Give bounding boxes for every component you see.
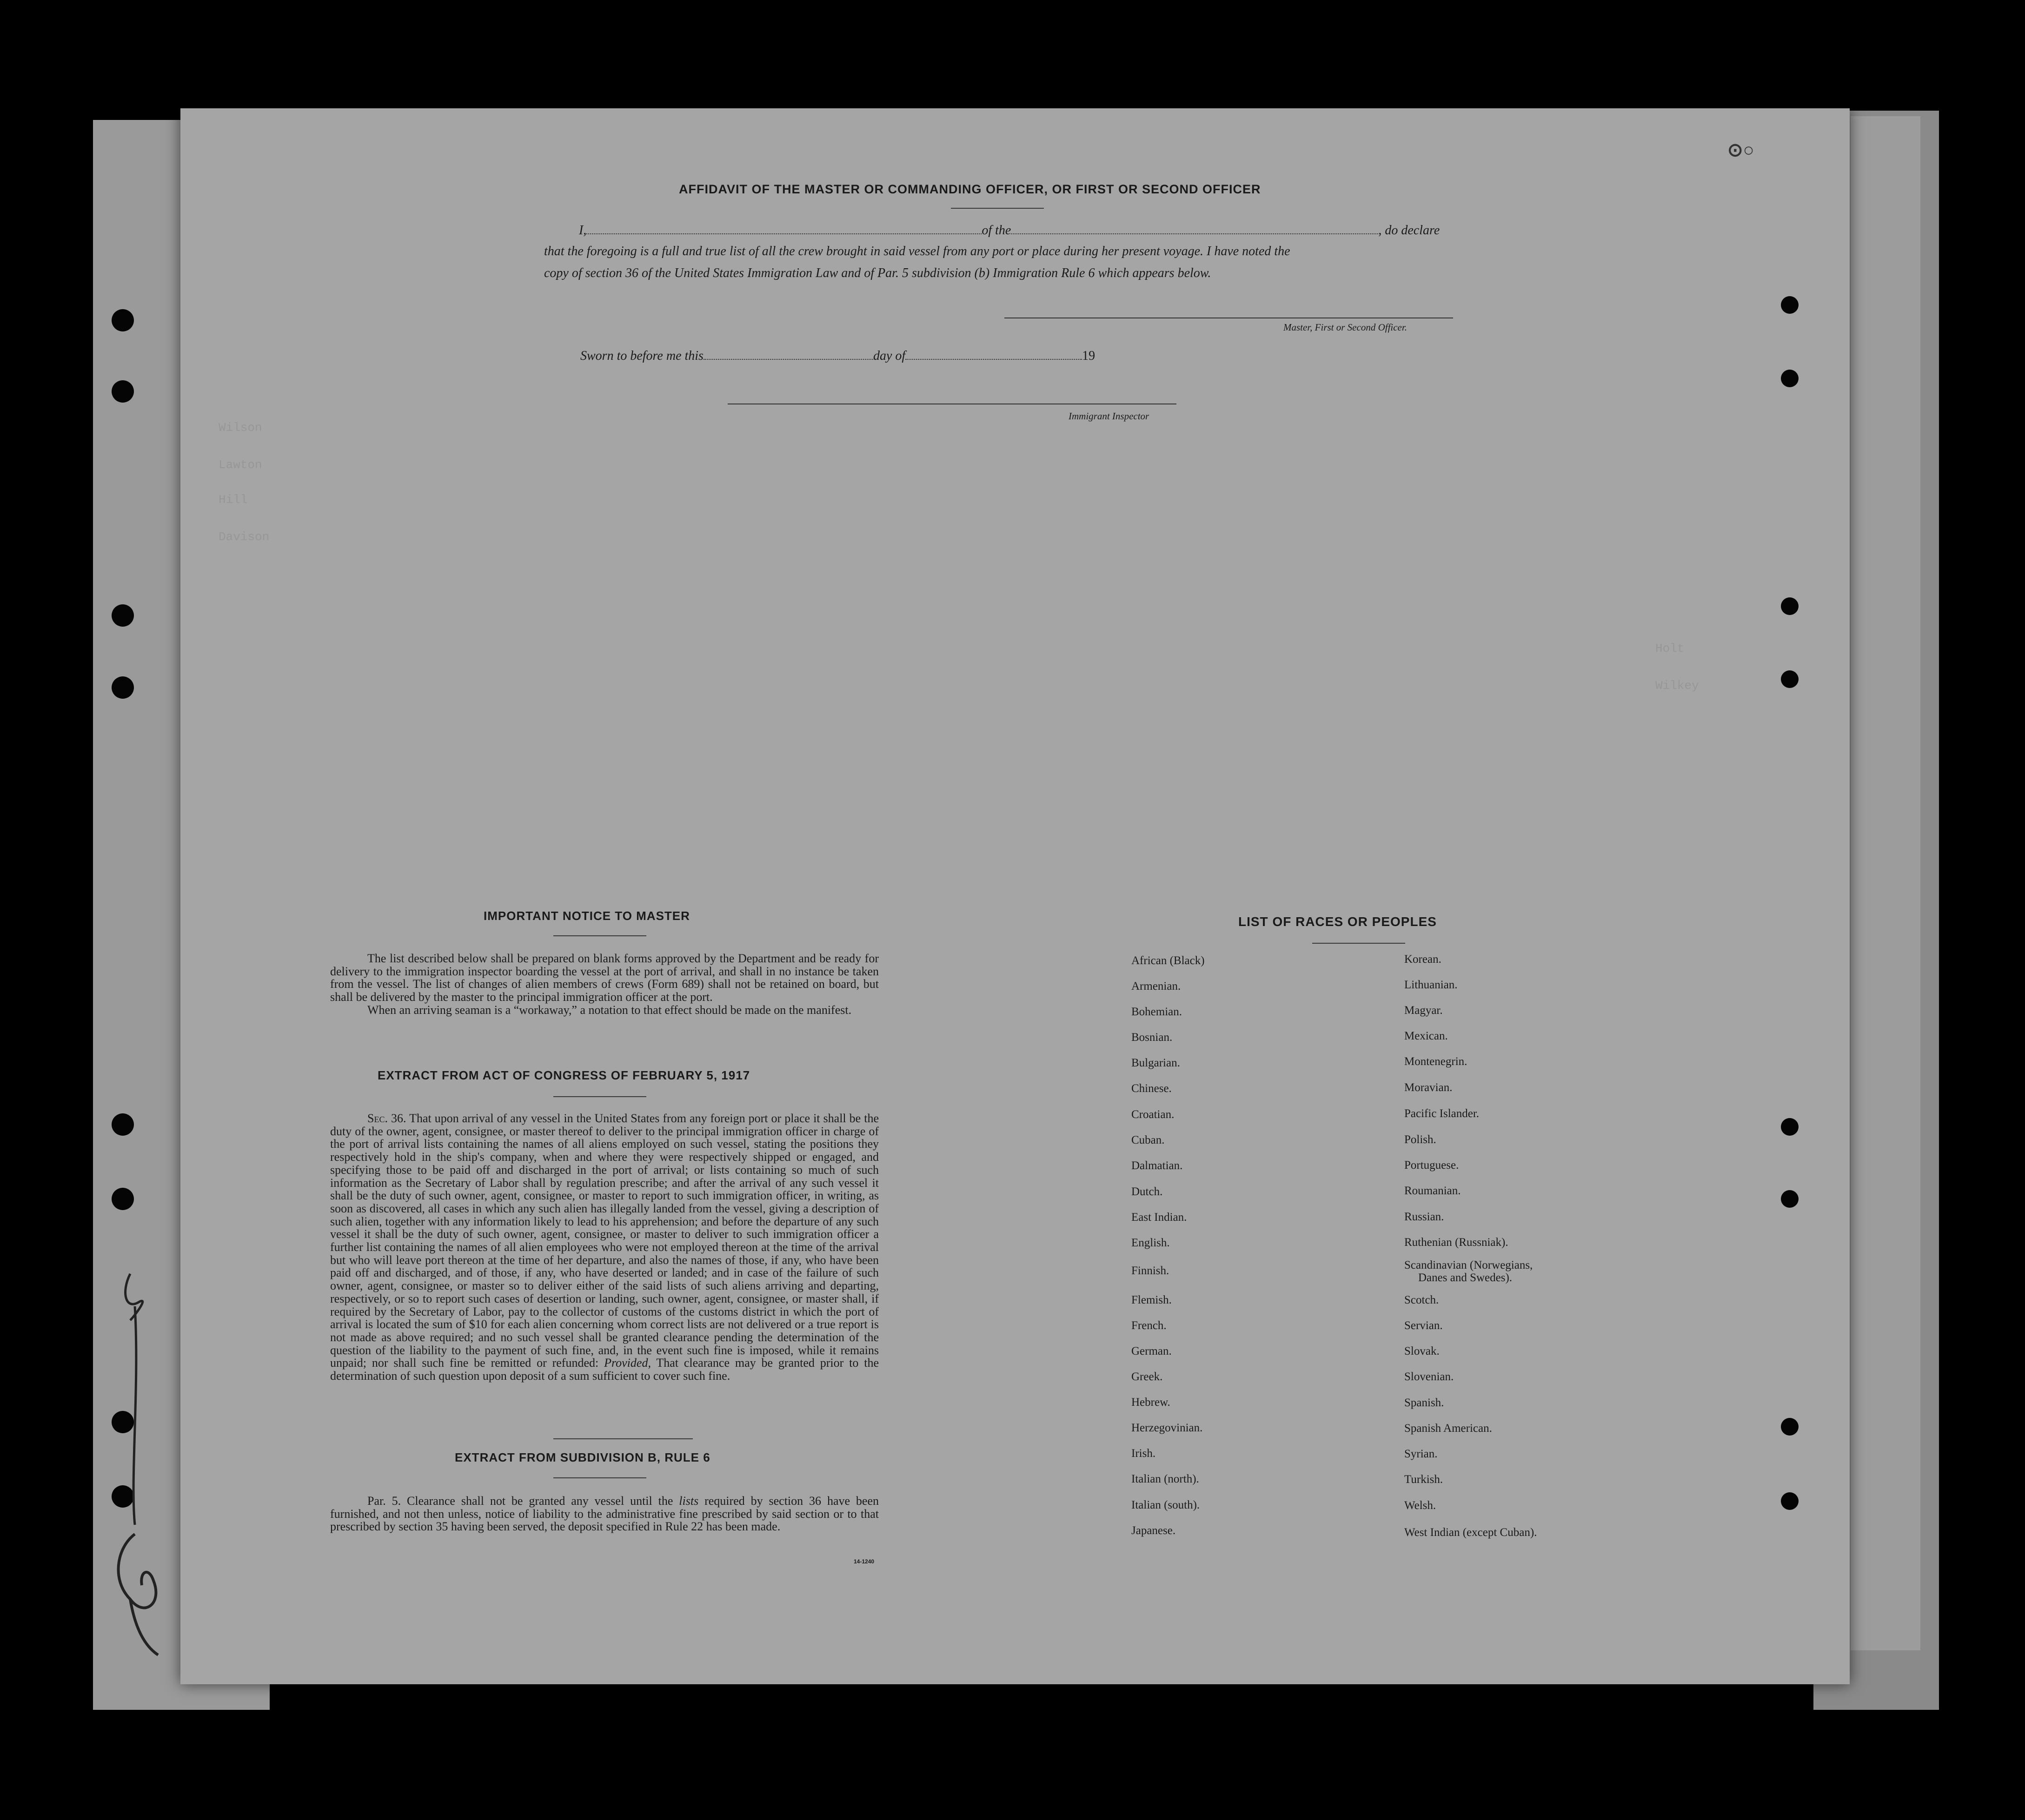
section-36-body-end: That clearance may be granted prior to the determination of such question upon deposit of a sum sufficient to cover such fine. <box>330 1356 879 1383</box>
sworn-month-blank[interactable] <box>905 349 1082 360</box>
par-5-text-b: required by section 36 have been furnished, and not then unless, notice of liability to the administrative fine prescribed by said section or to that prescribed by section 35 having been served, the deposit specified in Rule 22 has been made. <box>330 1494 879 1534</box>
race-item: Magyar. <box>1404 1004 1443 1017</box>
races-title: LIST OF RACES OR PEOPLES <box>1238 914 1437 929</box>
binder-hole <box>112 604 134 627</box>
provided-word: Provided, <box>604 1356 651 1370</box>
race-item: Lithuanian. <box>1404 979 1458 991</box>
bleed-through-text: Lawton <box>219 458 262 472</box>
binder-hole <box>112 1188 134 1210</box>
race-item: Moravian. <box>1404 1081 1453 1094</box>
binder-hole <box>112 676 134 699</box>
race-item: Spanish. <box>1404 1396 1444 1409</box>
race-item: Finnish. <box>1131 1264 1169 1277</box>
race-item: Scotch. <box>1404 1294 1439 1306</box>
extract-act-divider <box>553 1096 646 1097</box>
sworn-day-blank[interactable] <box>704 349 873 360</box>
sworn-line <box>580 349 1095 364</box>
race-item: Irish. <box>1131 1447 1156 1460</box>
notice-paragraph-2: When an arriving seaman is a “workaway,” a notation to that effect should be made on the manifest. <box>367 1003 852 1017</box>
bleed-through-text: Hill <box>219 493 248 507</box>
do-declare-label: , do declare <box>1378 223 1440 238</box>
section-36-body: That upon arrival of any vessel in the United States from any foreign port or place it shall be the duty of the owner, agent, consignee, or master thereof to deliver to the principal immigration officer in charge of the port of arrival lists containing the names of all aliens employed on such vessel, stating the positions they respectively hold in the ship's company, when and where they were respectively shipped or engaged, and specifying those to be paid off and discharged in the port of arrival; or lists containing so much of such information as the Secretary of Labor shall by regulation prescribe; and after the arrival of any such vessel it shall be the duty of such owner, agent, consignee, or master to report to such immigration officer, in writing, as soon as discovered, all cases in which any such alien has illegally landed from the vessel, giving a description of such alien, together with any information likely to lead to his apprehension; and before the departure of any such vessel it shall be the duty of such owner, agent, consignee, or master to deliver to such immigration officer a further list containing the names of all alien employees who were not employed thereon at the time of the arrival but who will leave port thereon at the time of her departure, and also the names of those, if any, who have been paid off and discharged, and of those, if any, who have deserted or landed; and in case of the failure of such owner, agent, consignee, or master so to deliver either of the said lists of such aliens arriving and departing, respectively, or so to report such cases of desertion or landing, such owner, agent, consignee, or master shall, if required by the Secretary of Labor, pay to the collector of customs of the customs district in which the port of arrival is located the sum of $10 for each alien concerning whom correct lists are not delivered or a true report is not made as above required; and no such vessel shall be granted clearance pending the determination of the question of the liability to the payment of such fine, and, in the event such fine is imposed, while it remains unpaid; nor shall such fine be remitted or refunded: <box>330 1112 879 1370</box>
underlying-sheet-right-edge <box>1851 116 1920 1650</box>
binder-hole <box>112 380 134 403</box>
binder-hole <box>1781 1118 1799 1136</box>
notice-paragraph-1: The list described below shall be prepared on blank forms approved by the Department and be ready for delivery to the immigration inspector boarding the vessel at the port of arrival, and shall in no instance be taken from the vessel. The list of changes of alien members of crews (Form 689) shall not be retained on board, but shall be delivered by the master to the principal immigration officer at the port. <box>330 952 879 1004</box>
sworn-label: Sworn to before me this <box>580 349 704 363</box>
section-36-text <box>330 1112 879 1383</box>
extract-rule-divider <box>553 1477 646 1478</box>
notice-title: IMPORTANT NOTICE TO MASTER <box>484 909 690 923</box>
race-item: Korean. <box>1404 953 1441 966</box>
race-item: English. <box>1131 1237 1170 1249</box>
race-item: Welsh. <box>1404 1499 1436 1512</box>
race-item: Bosnian. <box>1131 1031 1173 1044</box>
bleed-through-text: Wilson <box>219 421 262 435</box>
corner-mark: ⊙○ <box>1727 140 1754 160</box>
race-item: Bohemian. <box>1131 1006 1182 1018</box>
race-item: Croatian. <box>1131 1108 1175 1121</box>
race-item: African (Black) <box>1131 954 1205 967</box>
par-5-text <box>330 1495 879 1533</box>
master-name-blank[interactable] <box>586 223 982 234</box>
affidavit-i-label: I, <box>579 223 587 238</box>
race-item: Ruthenian (Russniak). <box>1404 1236 1508 1249</box>
vessel-name-blank[interactable] <box>1011 223 1378 234</box>
race-item: Pacific Islander. <box>1404 1107 1480 1120</box>
notice-body <box>330 952 879 1017</box>
race-item: Portuguese. <box>1404 1159 1459 1171</box>
race-item: Turkish. <box>1404 1473 1443 1486</box>
race-item: Chinese. <box>1131 1082 1172 1095</box>
section-36-label: Sec. 36. <box>367 1112 406 1125</box>
binder-hole <box>1781 1492 1799 1510</box>
race-item: Mexican. <box>1404 1030 1448 1042</box>
race-item: Greek. <box>1131 1370 1163 1383</box>
binder-hole <box>1781 1418 1799 1436</box>
extract-rule-title: EXTRACT FROM SUBDIVISION B, RULE 6 <box>455 1450 710 1464</box>
race-item: German. <box>1131 1345 1172 1357</box>
race-item: French. <box>1131 1319 1167 1332</box>
race-item: Hebrew. <box>1131 1396 1170 1409</box>
extract-act-end-divider <box>553 1438 693 1439</box>
extract-act-title: EXTRACT FROM ACT OF CONGRESS OF FEBRUARY 5, 1917 <box>378 1068 750 1082</box>
race-item: Slovak. <box>1404 1345 1440 1357</box>
race-item: Slovenian. <box>1404 1370 1454 1383</box>
race-item: Roumanian. <box>1404 1185 1461 1197</box>
of-the-label: of the <box>982 223 1011 238</box>
race-item: Polish. <box>1404 1133 1436 1146</box>
extract-rule-body <box>330 1495 879 1533</box>
binder-hole <box>112 309 134 331</box>
binder-hole <box>1781 370 1799 387</box>
title-divider <box>951 208 1044 209</box>
race-item: Scandinavian (Norwegians, <box>1404 1259 1533 1271</box>
notice-divider <box>553 935 646 936</box>
binder-hole <box>1781 597 1799 615</box>
race-item: Flemish. <box>1131 1294 1172 1306</box>
race-item: West Indian (except Cuban). <box>1404 1526 1537 1539</box>
race-item: Herzegovinian. <box>1131 1422 1203 1434</box>
race-item: Bulgarian. <box>1131 1057 1180 1069</box>
bleed-through-text: Wilkey <box>1655 679 1699 693</box>
bleed-through-text: Holt <box>1655 642 1685 655</box>
race-item: Japanese. <box>1131 1524 1176 1537</box>
binder-hole <box>1781 1190 1799 1208</box>
binder-hole <box>1781 296 1799 314</box>
race-item: Servian. <box>1404 1319 1443 1332</box>
race-item: Dutch. <box>1131 1185 1163 1198</box>
year-prefix: 19 <box>1082 349 1095 363</box>
race-item-continuation: Danes and Swedes). <box>1418 1271 1513 1284</box>
race-item: Italian (south). <box>1131 1499 1200 1511</box>
bleed-through-text: Davison <box>219 530 270 544</box>
race-item: Italian (north). <box>1131 1473 1199 1485</box>
race-item: Cuban. <box>1131 1134 1165 1146</box>
master-signature-caption: Master, First or Second Officer. <box>1283 322 1407 333</box>
form-number: 14-1240 <box>854 1558 875 1565</box>
race-item: Montenegrin. <box>1404 1055 1467 1068</box>
manifest-page <box>180 108 1850 1684</box>
affidavit-line-2: that the foregoing is a full and true list of all the crew brought in said vessel from any port or place during her present voyage. I have noted the <box>544 244 1290 258</box>
binder-hole <box>1781 670 1799 688</box>
inspector-caption: Immigrant Inspector <box>1069 410 1149 422</box>
race-item: Syrian. <box>1404 1448 1438 1460</box>
affidavit-line-3: copy of section 36 of the United States Immigration Law and of Par. 5 subdivision (b) Immigration Rule 6 which appears below. <box>544 266 1211 280</box>
races-divider <box>1312 943 1405 944</box>
race-item: Spanish American. <box>1404 1422 1492 1435</box>
race-item: Russian. <box>1404 1211 1444 1223</box>
race-item: Armenian. <box>1131 980 1181 993</box>
race-item: Dalmatian. <box>1131 1159 1183 1172</box>
par-5-text-a: Par. 5. Clearance shall not be granted any vessel until the <box>367 1494 673 1508</box>
day-of-label: day of <box>873 349 906 363</box>
affidavit-title: AFFIDAVIT OF THE MASTER OR COMMANDING OFFICER, OR FIRST OR SECOND OFFICER <box>679 182 1261 196</box>
binder-hole <box>112 1113 134 1136</box>
race-item: East Indian. <box>1131 1211 1187 1224</box>
affidavit-line-1 <box>579 223 1440 238</box>
extract-act-body <box>330 1112 879 1383</box>
lists-word: lists <box>679 1494 699 1508</box>
